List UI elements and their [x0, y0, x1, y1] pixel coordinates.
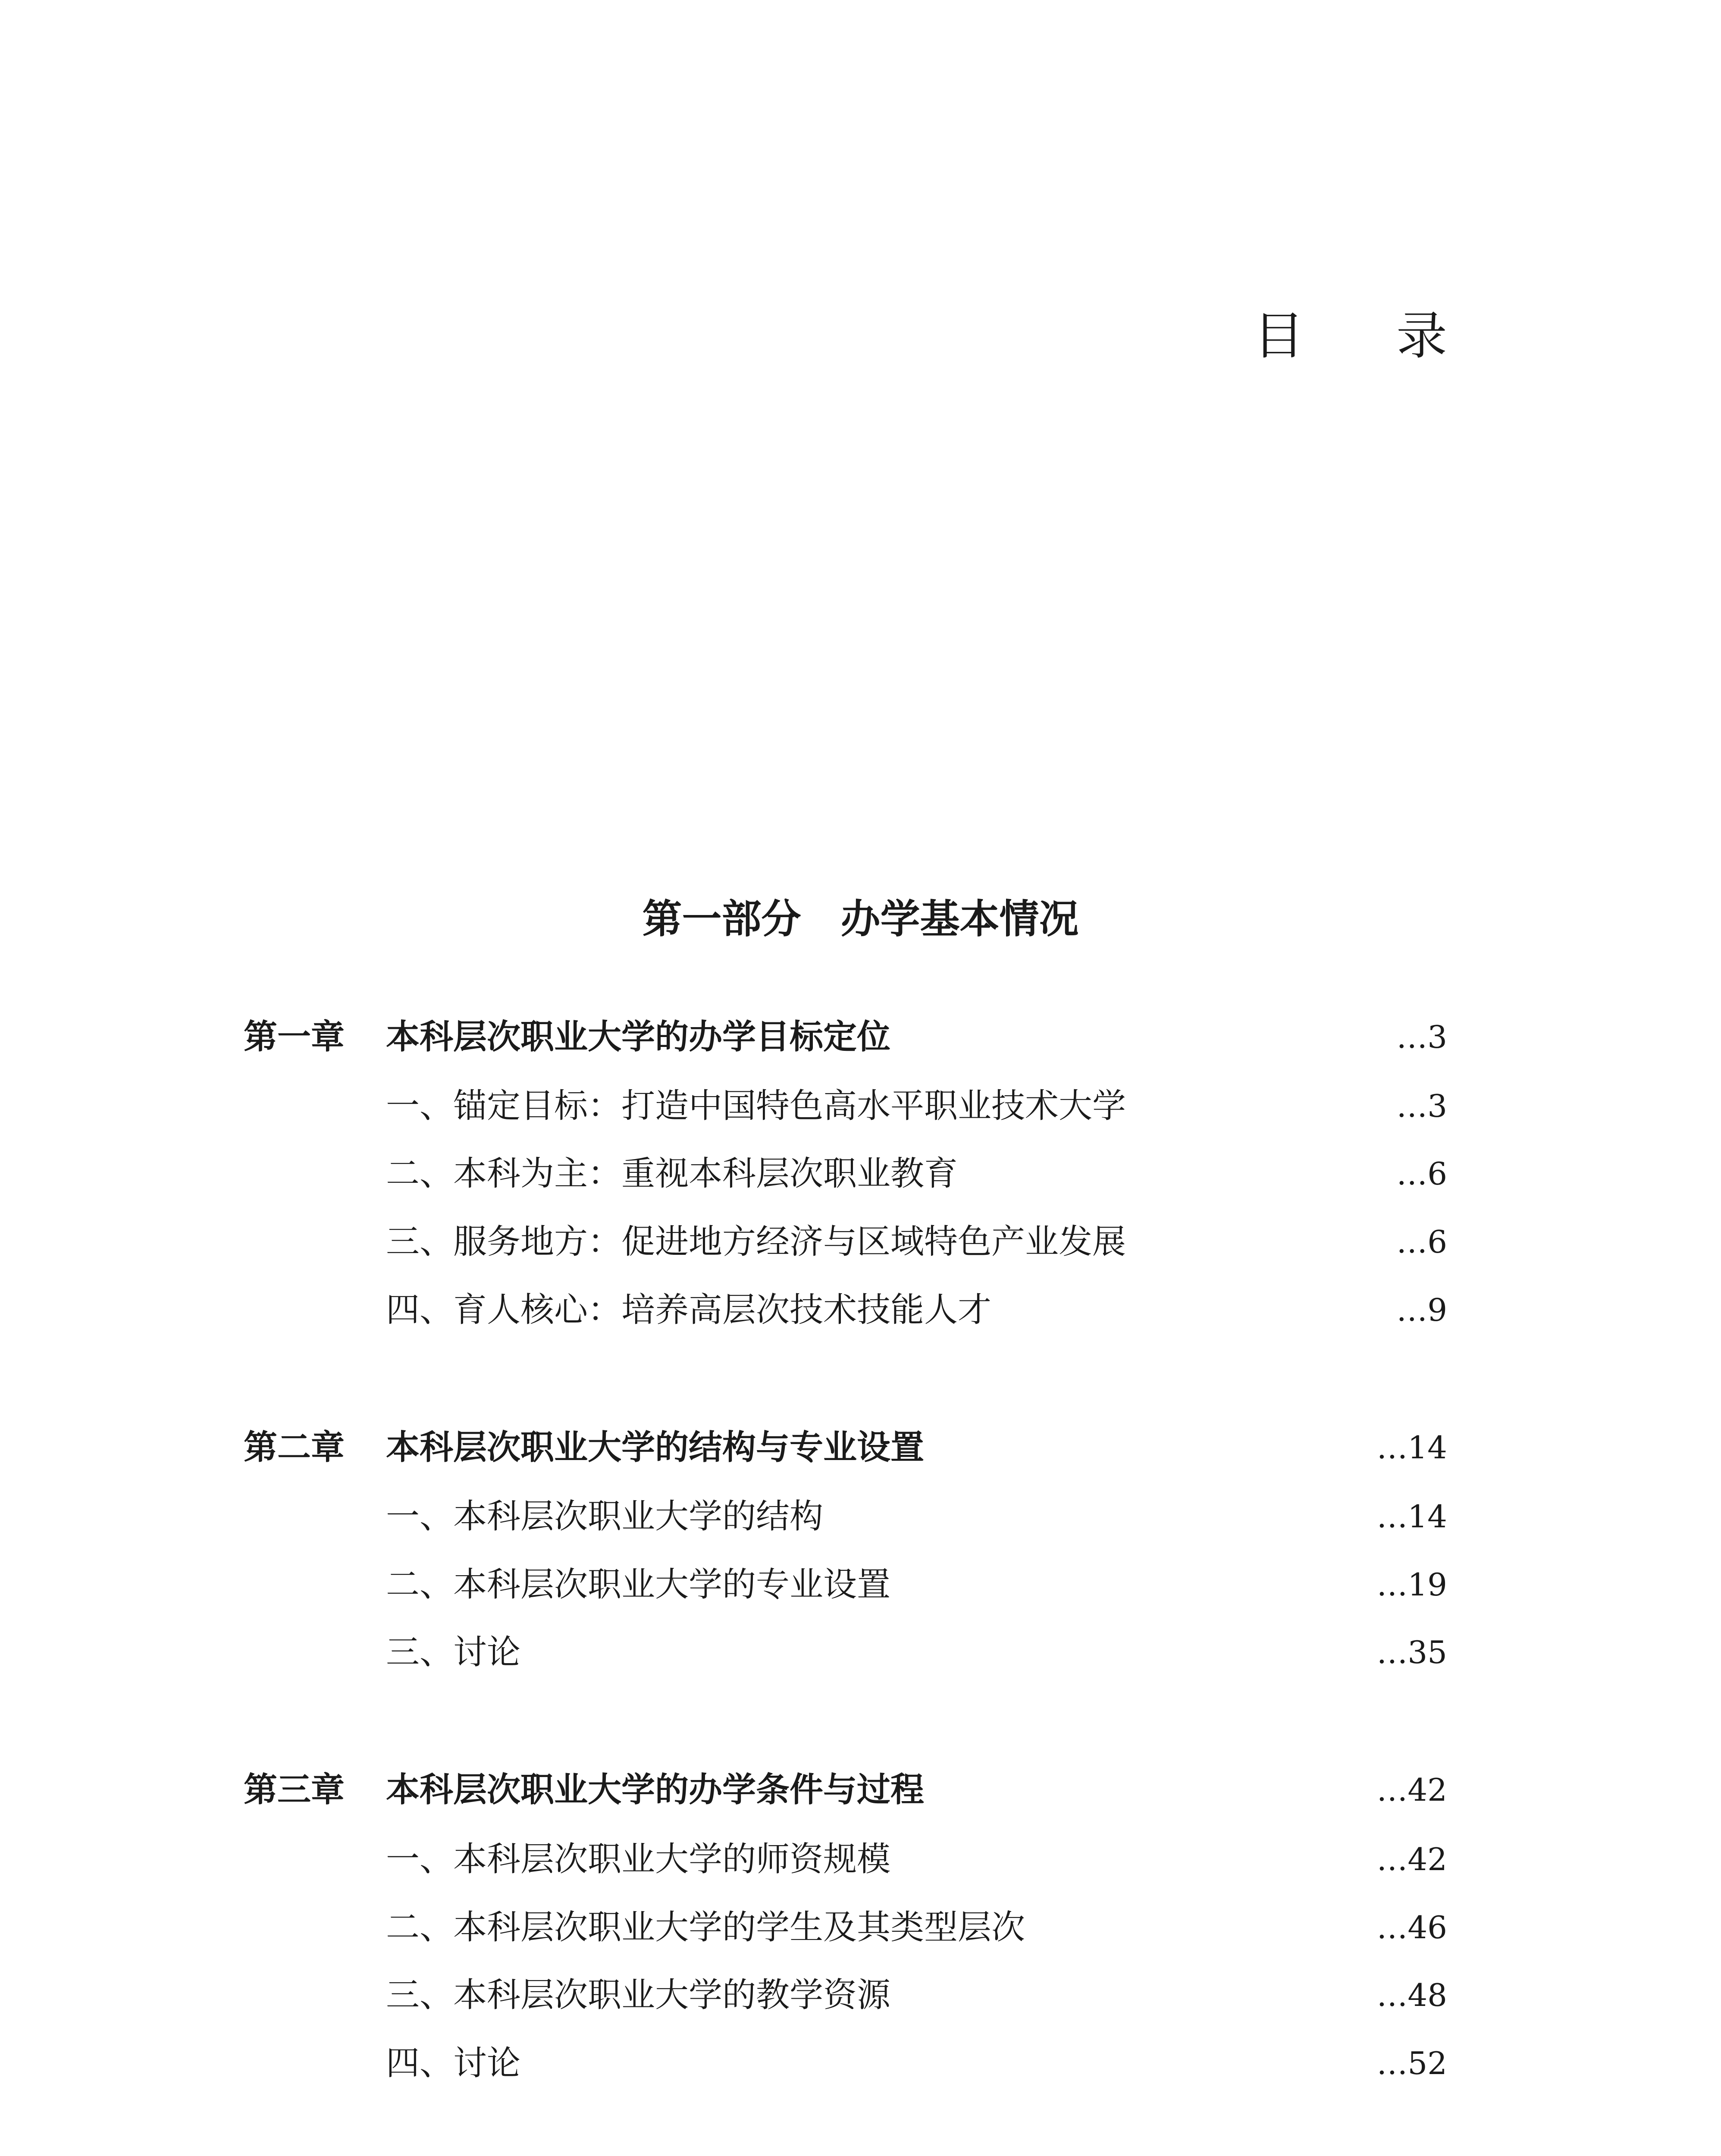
chapter-label: 第一章: [244, 1018, 345, 1056]
page-title: 目 录: [1253, 306, 1485, 366]
page-number: …14: [1376, 1429, 1447, 1466]
toc-section[interactable]: [386, 1288, 1447, 1332]
toc-section[interactable]: [386, 1084, 1447, 1128]
page-number: …9: [1396, 1292, 1447, 1328]
page-number: …19: [1376, 1567, 1447, 1603]
page-number: …42: [1376, 1841, 1447, 1877]
section-title: 三、服务地方：促进地方经济与区域特色产业发展: [386, 1222, 1126, 1261]
toc-chapter-3[interactable]: [244, 1768, 1447, 1811]
section-title: 二、本科层次职业大学的专业设置: [386, 1565, 891, 1604]
page-number: …52: [1376, 2045, 1447, 2081]
page-number: …3: [1396, 1019, 1447, 1055]
toc-section[interactable]: [386, 1974, 1447, 2017]
chapter-label: 第三章: [244, 1771, 345, 1809]
toc-section[interactable]: [386, 1563, 1447, 1606]
page-number: …6: [1396, 1224, 1447, 1260]
toc-section[interactable]: [386, 1220, 1447, 1263]
section-title: 二、本科层次职业大学的学生及其类型层次: [386, 1908, 1025, 1947]
chapter-title: 本科层次职业大学的办学目标定位: [386, 1018, 891, 1056]
toc-chapter-1[interactable]: [244, 1015, 1447, 1059]
section-title: 四、讨论: [386, 2044, 521, 2083]
page-number: …46: [1376, 1909, 1447, 1946]
page-number: …6: [1396, 1156, 1447, 1192]
toc-section[interactable]: [386, 1906, 1447, 1949]
section-title: 四、育人核心：培养高层次技术技能人才: [386, 1291, 992, 1329]
toc-chapter-2[interactable]: [244, 1426, 1447, 1469]
section-title: 二、本科为主：重视本科层次职业教育: [386, 1154, 958, 1193]
page-number: …35: [1376, 1634, 1447, 1670]
part-heading: 第一部分 办学基本情况: [642, 896, 1079, 942]
section-title: 一、本科层次职业大学的结构: [386, 1497, 824, 1536]
page-number: …42: [1376, 1772, 1447, 1808]
page-number: …3: [1396, 1088, 1447, 1124]
toc-section[interactable]: [386, 2042, 1447, 2085]
section-title: 三、讨论: [386, 1633, 521, 1672]
section-title: 一、本科层次职业大学的师资规模: [386, 1840, 891, 1879]
chapter-label: 第二章: [244, 1428, 345, 1467]
toc-section[interactable]: [386, 1152, 1447, 1195]
toc-section[interactable]: [386, 1838, 1447, 1881]
page-number: …14: [1376, 1498, 1447, 1535]
toc-section[interactable]: [386, 1495, 1447, 1538]
section-title: 一、锚定目标：打造中国特色高水平职业技术大学: [386, 1087, 1126, 1125]
chapter-title: 本科层次职业大学的结构与专业设置: [386, 1428, 925, 1467]
toc-section[interactable]: [386, 1631, 1447, 1674]
chapter-title: 本科层次职业大学的办学条件与过程: [386, 1771, 925, 1809]
section-title: 三、本科层次职业大学的教学资源: [386, 1976, 891, 2015]
page-number: …48: [1376, 1977, 1447, 2013]
